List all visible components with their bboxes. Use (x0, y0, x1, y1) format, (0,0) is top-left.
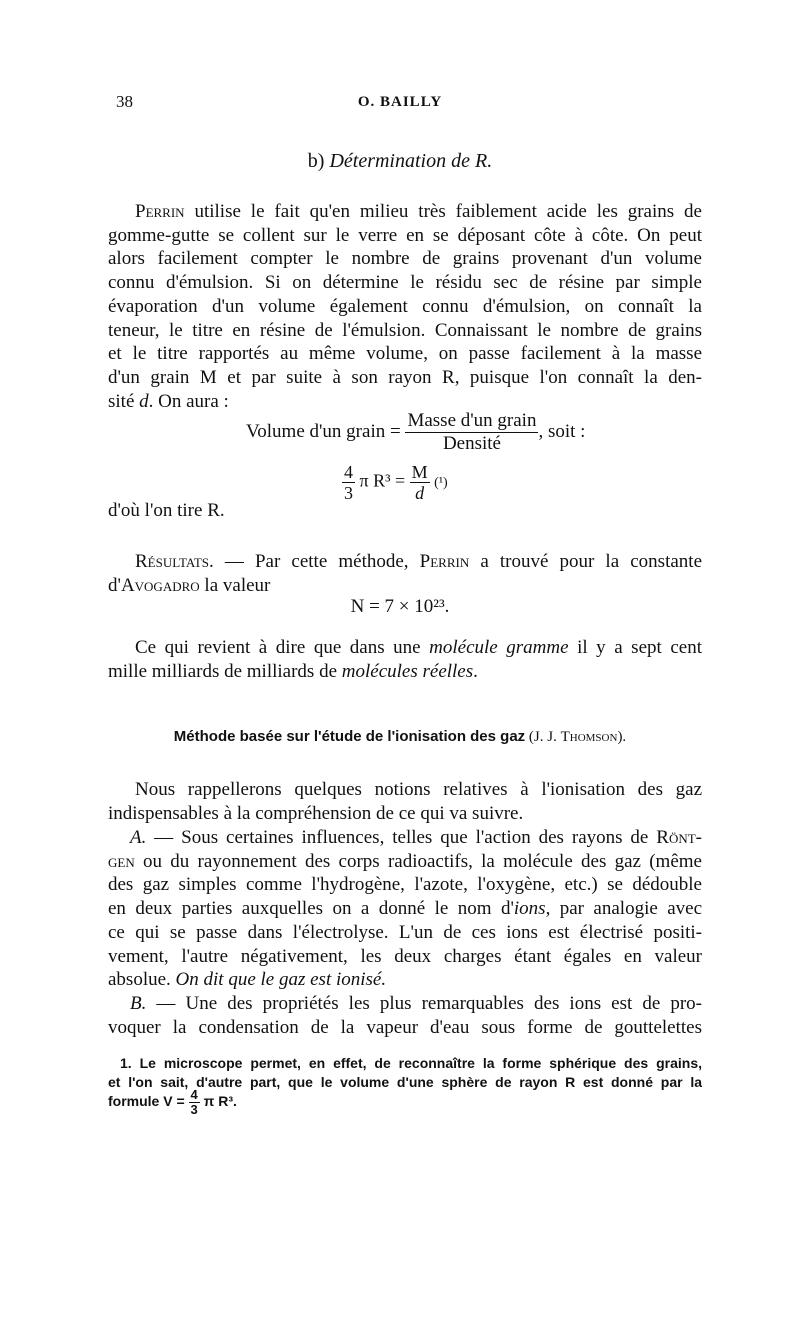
text-line: voquer la condensation de la vapeur d'eau sous forme de gouttelettes (108, 1016, 702, 1038)
formula-lhs: Volume d'un grain = (246, 420, 401, 442)
section-title: Méthode basée sur l'étude de l'ionisation des gaz (173, 728, 526, 745)
paragraph-perrin-method (108, 200, 702, 413)
fraction-numerator: M (411, 462, 428, 482)
volume-formula (246, 410, 585, 455)
text-line: alors facilement compter le nombre de grains provenant d'un volume (108, 248, 702, 270)
page-header (0, 92, 800, 118)
fraction-denominator: Densité (442, 433, 501, 454)
author-name: Avogadro (120, 574, 200, 596)
text-line: connu d'émulsion. Si on détermine le résidu sec de résine par simple (108, 272, 702, 294)
sphere-formula (342, 462, 448, 503)
fraction (410, 462, 430, 503)
author-name: Rönt- (656, 827, 702, 848)
footnote-line: 1. Le microscope permet, en effet, de reconnaître la forme sphérique des grains, (120, 1055, 702, 1071)
fraction-numerator: 4 (344, 462, 353, 482)
item-label: A. (130, 827, 147, 848)
formula-mid: π R³ = (359, 470, 406, 491)
footnote-ref: (¹) (434, 475, 448, 491)
text-line: teneur, le titre en résine de l'émulsion. Connaissant le nombre de grains (108, 319, 702, 341)
subheading-prefix: b) (307, 150, 325, 172)
avogadro-value: N = 7 × 10²³. (350, 596, 450, 617)
text-line: Nous rappellerons quelques notions relatives à l'ionisation des gaz (135, 779, 702, 800)
text-line: utilise le fait qu'en milieu très faiblement acide les grains de (184, 201, 702, 222)
running-title: O. BAILLY (357, 94, 443, 110)
page-number: 38 (116, 92, 133, 111)
text-line: et le titre rapportés au même volume, on passe facilement à la masse (108, 343, 702, 365)
subheading-text: Détermination de R. (329, 150, 493, 172)
formula-prefix: formule V = (108, 1093, 185, 1110)
paragraph-ionisation-intro (108, 778, 702, 825)
fraction-denominator: 3 (344, 483, 353, 503)
text-line: en deux parties auxquelles on a donné le nom d'ions, par analogie avec (108, 898, 703, 920)
fraction-denominator: d (415, 483, 425, 503)
text-line: d'Avogadro la valeur (108, 574, 271, 596)
italic-term: molécules réelles (341, 660, 474, 682)
paragraph-a: A. — Sous certaines influences, telles que l'action des rayons de Rönt- gen ou du rayonnement des corps radioactifs, la molécule des gaz (même des gaz simples comme l'hydrogène, l'azote, l'oxygène, etc.) se dédouble en deux parties auxquelles on a donné le nom d'ions, par analogie avec ce qui se passe dans l'électrolyse. L'un de ces ions est électrisé positi- vement, l'autre négativement, les deux charges étant égales en valeur absolue. On dit que le gaz est ionisé. (108, 827, 703, 991)
formula-suffix: , soit : (538, 420, 586, 442)
italic-term: molécule gramme (429, 637, 569, 658)
fraction-numerator: Masse d'un grain (407, 410, 537, 431)
paragraph-results: Résultats. — Par cette méthode, Perrin a trouvé pour la constante d'Avogadro la valeur (108, 551, 703, 596)
text-line: absolue. On dit que le gaz est ionisé. (108, 969, 387, 991)
section-heading: Méthode basée sur l'étude de l'ionisation des gaz (J. J. Thomson). (173, 728, 627, 745)
text-line: vement, l'autre négativement, les deux charges étant égales en valeur (108, 945, 702, 967)
text-line: d'un grain M et par suite à son rayon R, puisque l'on connaît la den- (108, 366, 702, 388)
formula-suffix: π R³. (203, 1093, 237, 1110)
text-line: mille milliards de milliards de molécules réelles. (108, 660, 478, 682)
footnote-formula (108, 1088, 237, 1117)
fraction (405, 410, 538, 455)
fraction (342, 462, 355, 503)
author-name: Thomson (560, 729, 618, 745)
paragraph-b: B. — Une des propriétés les plus remarquables des ions est de pro- voquer la condensation de la vapeur d'eau sous forme de gouttelettes (108, 993, 702, 1038)
text-line: sité d. On aura : (108, 390, 229, 412)
author-name: Perrin (419, 551, 470, 572)
results-label: Résultats. (135, 551, 214, 572)
fraction-numerator: 4 (190, 1087, 198, 1102)
item-label: B. (130, 993, 147, 1014)
text-line: des gaz simples comme l'hydrogène, l'azote, l'oxygène, etc.) se dédouble (108, 874, 702, 896)
text-line: évaporation d'un volume également connu d'émulsion, on connaît la (108, 295, 702, 317)
fraction (189, 1088, 200, 1117)
subheading (0, 150, 800, 173)
text-line: ce qui se passe dans l'électrolyse. L'un de ces ions est électrisé positi- (108, 921, 702, 943)
footnote-line: et l'on sait, d'autre part, que le volume d'une sphère de rayon R est donné par la (108, 1074, 702, 1090)
author-name: Perrin (135, 201, 185, 222)
paragraph-molecule-gramme: Ce qui revient à dire que dans une molécule gramme il y a sept cent mille milliards de milliards de molécules réelles. (108, 637, 702, 682)
author-name: gen (108, 850, 135, 872)
text-line: d'où l'on tire R. (108, 500, 225, 521)
fraction-denominator: 3 (190, 1102, 198, 1117)
text-line: indispensables à la compréhension de ce qui va suivre. (108, 802, 524, 824)
text-line: gomme-gutte se collent sur le verre en se déposant côte à côte. On peut (108, 224, 702, 246)
